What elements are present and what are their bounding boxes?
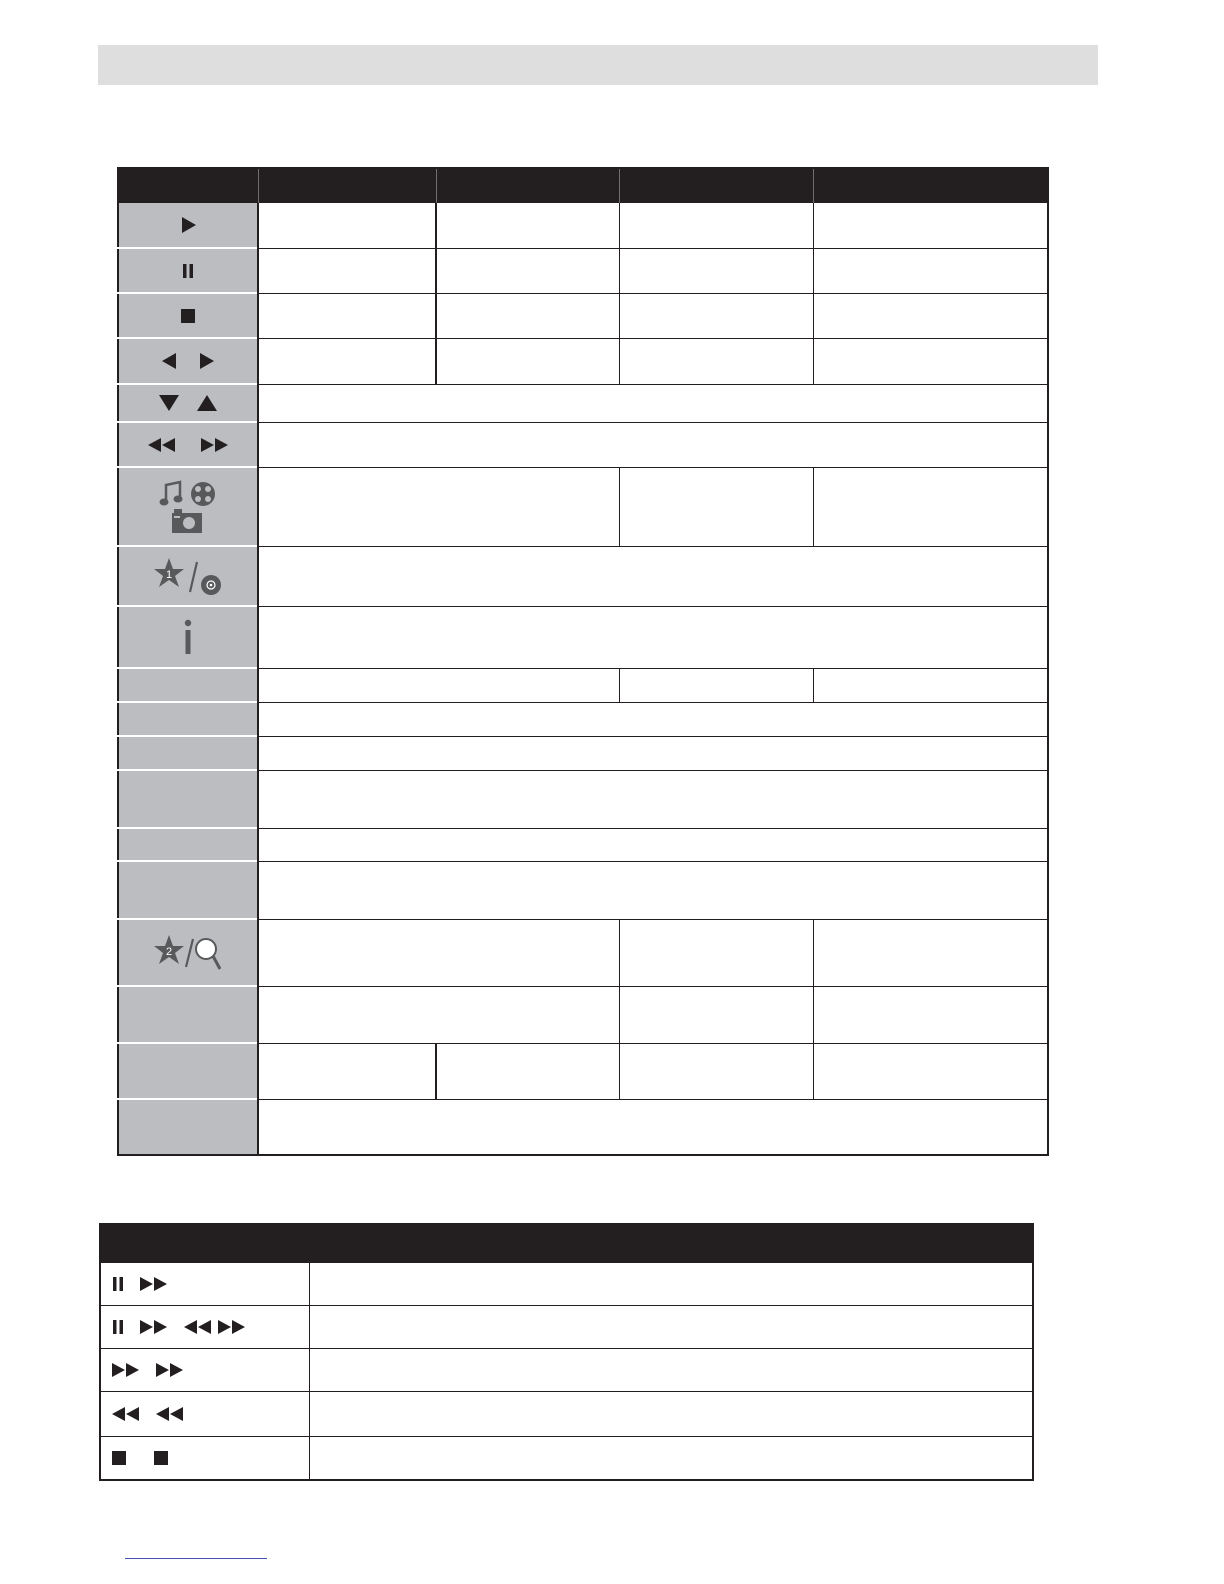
button-cell [118,828,258,861]
table-header-row [118,168,1048,203]
left-right-arrows-icon [160,351,216,371]
table-cell [619,203,813,248]
rewind-fast-forward-icon [146,436,230,454]
stop-icon [180,308,196,324]
table-cell [436,1043,619,1099]
svg-text:1: 1 [165,569,173,581]
table-cell [813,919,1048,986]
button-cell [118,1043,258,1099]
table-row [118,338,1048,384]
table-cell [258,338,436,384]
table-cell [813,248,1048,293]
down-up-arrows-icon [157,393,219,413]
table-row [118,1099,1048,1155]
table-cell [258,546,1048,606]
table-header-row [100,1224,1033,1263]
table-cell [258,203,436,248]
table-row [118,203,1048,248]
button-cell [118,248,258,293]
pause-icon [181,263,195,279]
button-cell [118,606,258,668]
button-cell [118,203,258,248]
table-cell [258,248,436,293]
rewind-icon [183,1319,213,1335]
button-function-table [117,167,1049,1156]
table-cell [258,293,436,338]
table-cell [436,293,619,338]
table-row [100,1263,1033,1306]
table-cell [619,293,813,338]
description-cell [309,1306,1033,1349]
stop-icon [111,1450,127,1466]
rewind-icon [155,1406,185,1422]
table-cell [258,606,1048,668]
table-cell [258,668,619,702]
button-cell [118,736,258,770]
button-cell [118,467,258,546]
fast-forward-icon [111,1362,141,1378]
sequence-cell [100,1306,309,1349]
button-cell [118,668,258,702]
table-row [118,606,1048,668]
table-cell [258,384,1048,422]
table-row [118,384,1048,422]
header-cell [813,168,1048,203]
table-row [100,1392,1033,1437]
table-cell [619,338,813,384]
button-cell [118,702,258,736]
footer-link-underline [125,1558,267,1559]
table-row [118,248,1048,293]
description-cell [309,1437,1033,1480]
button-cell [118,338,258,384]
description-cell [309,1263,1033,1306]
table-cell [619,1043,813,1099]
sequence-cell [100,1392,309,1437]
table-cell [258,467,619,546]
header-cell-button [118,168,258,203]
description-cell [309,1392,1033,1437]
button-cell [118,919,258,986]
table-row [118,770,1048,828]
table-row [118,986,1048,1043]
table-row [100,1306,1033,1349]
svg-text:2: 2 [165,945,173,958]
table-row [118,828,1048,861]
button-cell [118,861,258,919]
header-cell [258,168,436,203]
play-icon [178,215,198,235]
header-cell [309,1224,1033,1263]
sequence-cell [100,1437,309,1480]
header-cell [619,168,813,203]
table-cell [619,248,813,293]
table-cell [258,736,1048,770]
info-icon [182,619,194,655]
table-cell [258,861,1048,919]
table-cell [258,770,1048,828]
table-row [118,422,1048,467]
table-row [118,668,1048,702]
table-cell [258,422,1048,467]
table-row [118,467,1048,546]
table-row [118,736,1048,770]
table-row [100,1349,1033,1392]
table-cell [258,1099,1048,1155]
table-cell [258,702,1048,736]
favourite-1-disc-icon [153,556,223,596]
fast-forward-icon [139,1319,169,1335]
table-row [118,861,1048,919]
table-cell [619,986,813,1043]
table-row [100,1437,1033,1480]
table-row [118,702,1048,736]
table-cell [813,293,1048,338]
table-cell [436,248,619,293]
button-cell [118,986,258,1043]
section-header-band [98,45,1098,85]
table-cell [436,203,619,248]
media-type-icon [158,480,218,534]
button-cell [118,1099,258,1155]
rewind-icon [111,1406,141,1422]
button-sequence-table [99,1223,1034,1481]
header-cell [436,168,619,203]
table-cell [619,467,813,546]
table-row [118,546,1048,606]
table-cell [619,919,813,986]
table-row [118,1043,1048,1099]
button-cell [118,293,258,338]
table-cell [258,1043,436,1099]
stop-icon [153,1450,169,1466]
table-cell [258,828,1048,861]
table-cell [258,919,619,986]
button-cell [118,422,258,467]
pause-icon [111,1319,125,1335]
pause-icon [111,1276,125,1292]
button-cell [118,770,258,828]
table-cell [813,203,1048,248]
table-row [118,919,1048,986]
table-cell [813,668,1048,702]
description-cell [309,1349,1033,1392]
button-cell [118,546,258,606]
header-cell [100,1224,309,1263]
table-cell [813,467,1048,546]
button-cell [118,384,258,422]
fast-forward-icon [155,1362,185,1378]
fast-forward-icon [139,1276,169,1292]
sequence-cell [100,1263,309,1306]
sequence-cell [100,1349,309,1392]
favourite-2-search-icon [153,933,223,973]
table-cell [258,986,619,1043]
table-cell [436,338,619,384]
table-row [118,293,1048,338]
table-cell [813,986,1048,1043]
table-cell [813,1043,1048,1099]
table-cell [619,668,813,702]
fast-forward-icon [217,1319,247,1335]
table-cell [813,338,1048,384]
